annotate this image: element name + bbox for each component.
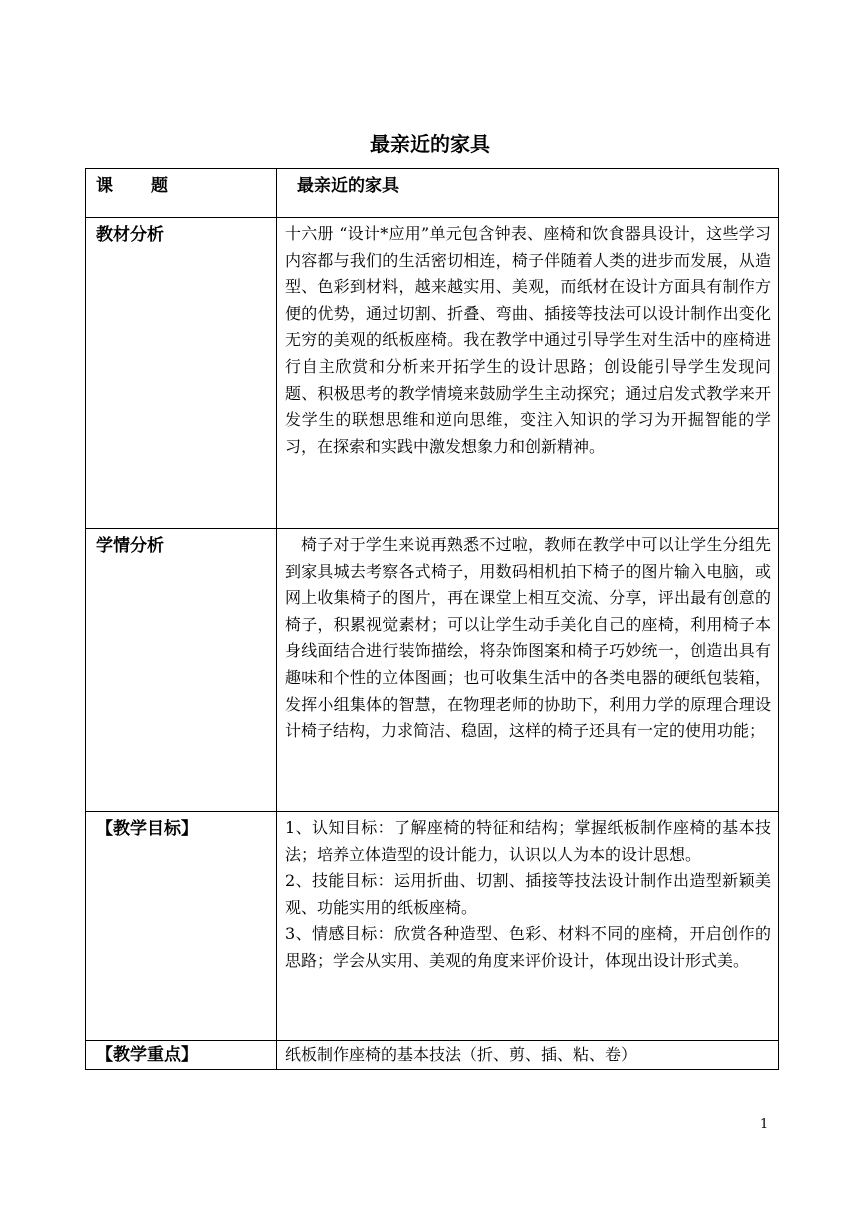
row-content-subject: 最亲近的家具	[277, 169, 779, 218]
row-label-material-analysis: 教材分析	[86, 218, 277, 529]
goal-skill: 2、技能目标：运用折曲、切割、插接等技法设计制作出造型新颖美观、功能实用的纸板座椅。	[285, 871, 771, 917]
table-row-student-analysis	[86, 529, 779, 812]
row-label-teaching-goals: 【教学目标】	[86, 812, 277, 1041]
goal-cognitive: 1、认知目标：了解座椅的特征和结构；掌握纸板制作座椅的基本技法；培养立体造型的设计能力，认识以人为本的设计思想。	[285, 818, 771, 864]
table-row-teaching-goals	[86, 812, 779, 1041]
row-content-key-points: 纸板制作座椅的基本技法（折、剪、插、粘、卷）	[277, 1041, 779, 1070]
table-row-subject	[86, 169, 779, 218]
row-content-teaching-goals	[277, 812, 779, 1041]
row-content-material-analysis: 十六册 “设计*应用”单元包含钟表、座椅和饮食器具设计，这些学习内容都与我们的生活密切相连，椅子伴随着人类的进步而发展，从造型、色彩到材料，越来越实用、美观，而纸材在设计方面具有制作方便的优势，通过切割、折叠、弯曲、插接等技法可以设计制作出变化无穷的美观的纸板座椅。我在教学中通过引导学生对生活中的座椅进行自主欣赏和分析来开拓学生的设计思路；创设能引导学生发现问题、积极思考的教学情境来鼓励学生主动探究；通过启发式教学来开发学生的联想思维和逆向思维，变注入知识的学习为开掘智能的学习，在探索和实践中激发想象力和创新精神。	[277, 218, 779, 529]
goal-emotion: 3、情感目标：欣赏各种造型、色彩、材料不同的座椅，开启创作的思路；学会从实用、美观的角度来评价设计，体现出设计形式美。	[285, 924, 771, 970]
page-number: 1	[760, 1117, 769, 1132]
row-label-subject: 课题	[86, 169, 277, 218]
row-label-student-analysis: 学情分析	[86, 529, 277, 812]
row-content-student-analysis: 椅子对于学生来说再熟悉不过啦，教师在教学中可以让学生分组先到家具城去考察各式椅子，用数码相机拍下椅子的图片输入电脑，或网上收集椅子的图片，再在课堂上相互交流、分享，评出最有创意的椅子，积累视觉素材；可以让学生动手美化自己的座椅，利用椅子本身线面结合进行装饰描绘，将杂饰图案和椅子巧妙统一，创造出具有趣味和个性的立体图画；也可收集生活中的各类电器的硬纸包装箱，发挥小组集体的智慧，在物理老师的协助下，利用力学的原理合理设计椅子结构，力求简洁、稳固，这样的椅子还具有一定的使用功能；	[277, 529, 779, 812]
lesson-plan-table	[85, 168, 779, 1070]
table-row-key-points	[86, 1041, 779, 1070]
row-label-key-points: 【教学重点】	[86, 1041, 277, 1070]
table-row-material-analysis	[86, 218, 779, 529]
document-title: 最亲近的家具	[370, 132, 490, 156]
